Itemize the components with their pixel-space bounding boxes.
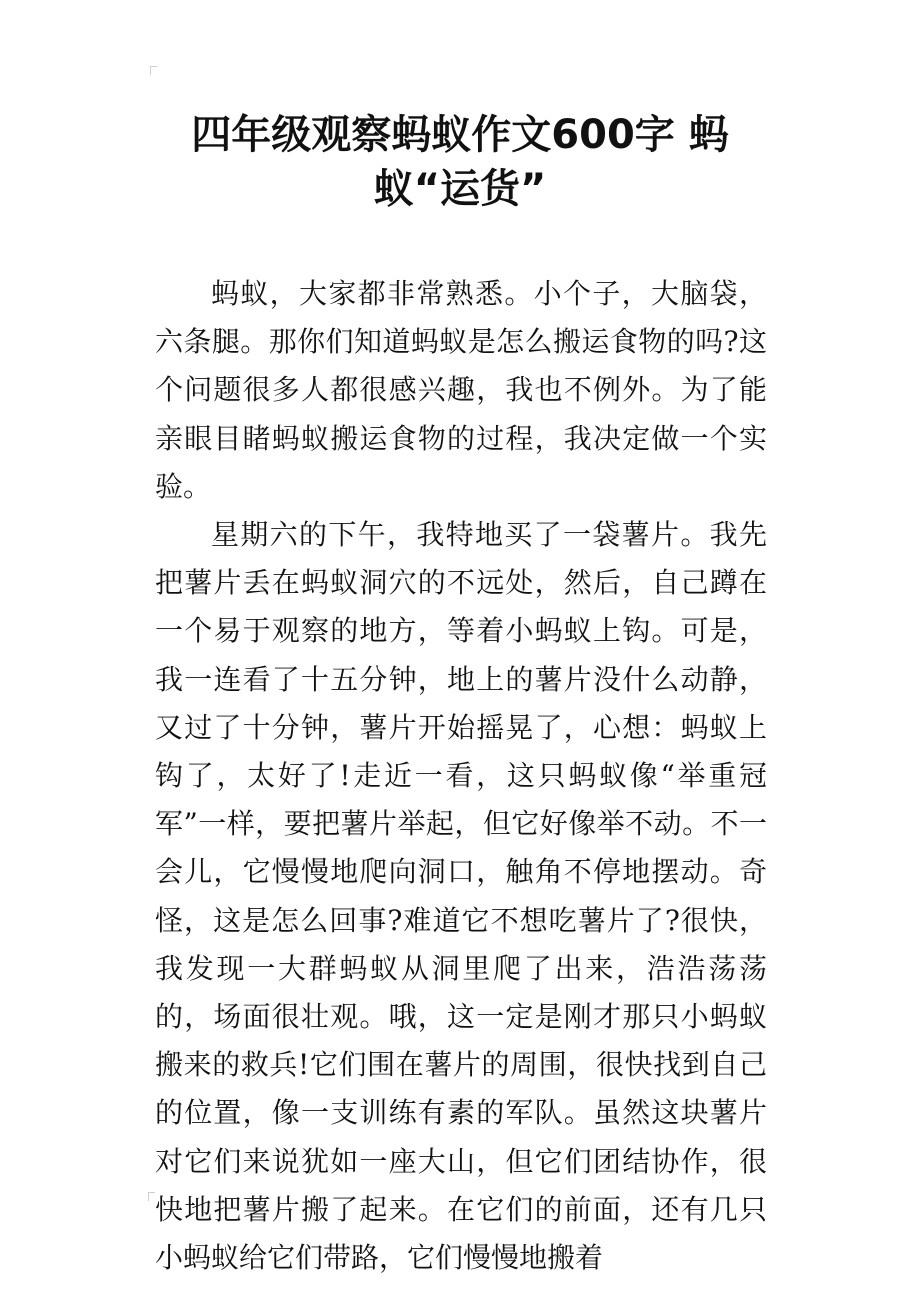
paragraph-1: 蚂蚁，大家都非常熟悉。小个子，大脑袋，六条腿。那你们知道蚂蚁是怎么搬运食物的吗?这个问题很多人都很感兴趣，我也不例外。为了能亲眼目睹蚂蚁搬运食物的过程，我决定做一个实验。 bbox=[155, 277, 767, 503]
corner-mark-top bbox=[150, 66, 157, 75]
corner-mark-bottom bbox=[148, 1192, 155, 1201]
document-title: 四年级观察蚂蚁作文600字 蚂蚁“运货” bbox=[191, 112, 729, 212]
document-body bbox=[155, 270, 767, 1282]
paragraph-2: 星期六的下午，我特地买了一袋薯片。我先把薯片丢在蚂蚁洞穴的不远处，然后，自己蹲在一个易于观察的地方，等着小蚂蚁上钩。可是，我一连看了十五分钟，地上的薯片没什么动静，又过了十分钟，薯片开始摇晃了，心想：蚂蚁上钩了，太好了!走近一看，这只蚂蚁像“举重冠军”一样，要把薯片举起，但它好像举不动。不一会儿，它慢慢地爬向洞口，触角不停地摆动。奇怪，这是怎么回事?难道它不想吃薯片了?很快，我发现一大群蚂蚁从洞里爬了出来，浩浩荡荡的，场面很壮观。哦，这一定是刚才那只小蚂蚁搬来的救兵!它们围在薯片的周围，很快找到自己的位置，像一支训练有素的军队。虽然这块薯片对它们来说犹如一座大山，但它们团结协作，很快地把薯片搬了起来。在它们的前面，还有几只小蚂蚁给它们带路，它们慢慢地搬着 bbox=[155, 518, 767, 1275]
